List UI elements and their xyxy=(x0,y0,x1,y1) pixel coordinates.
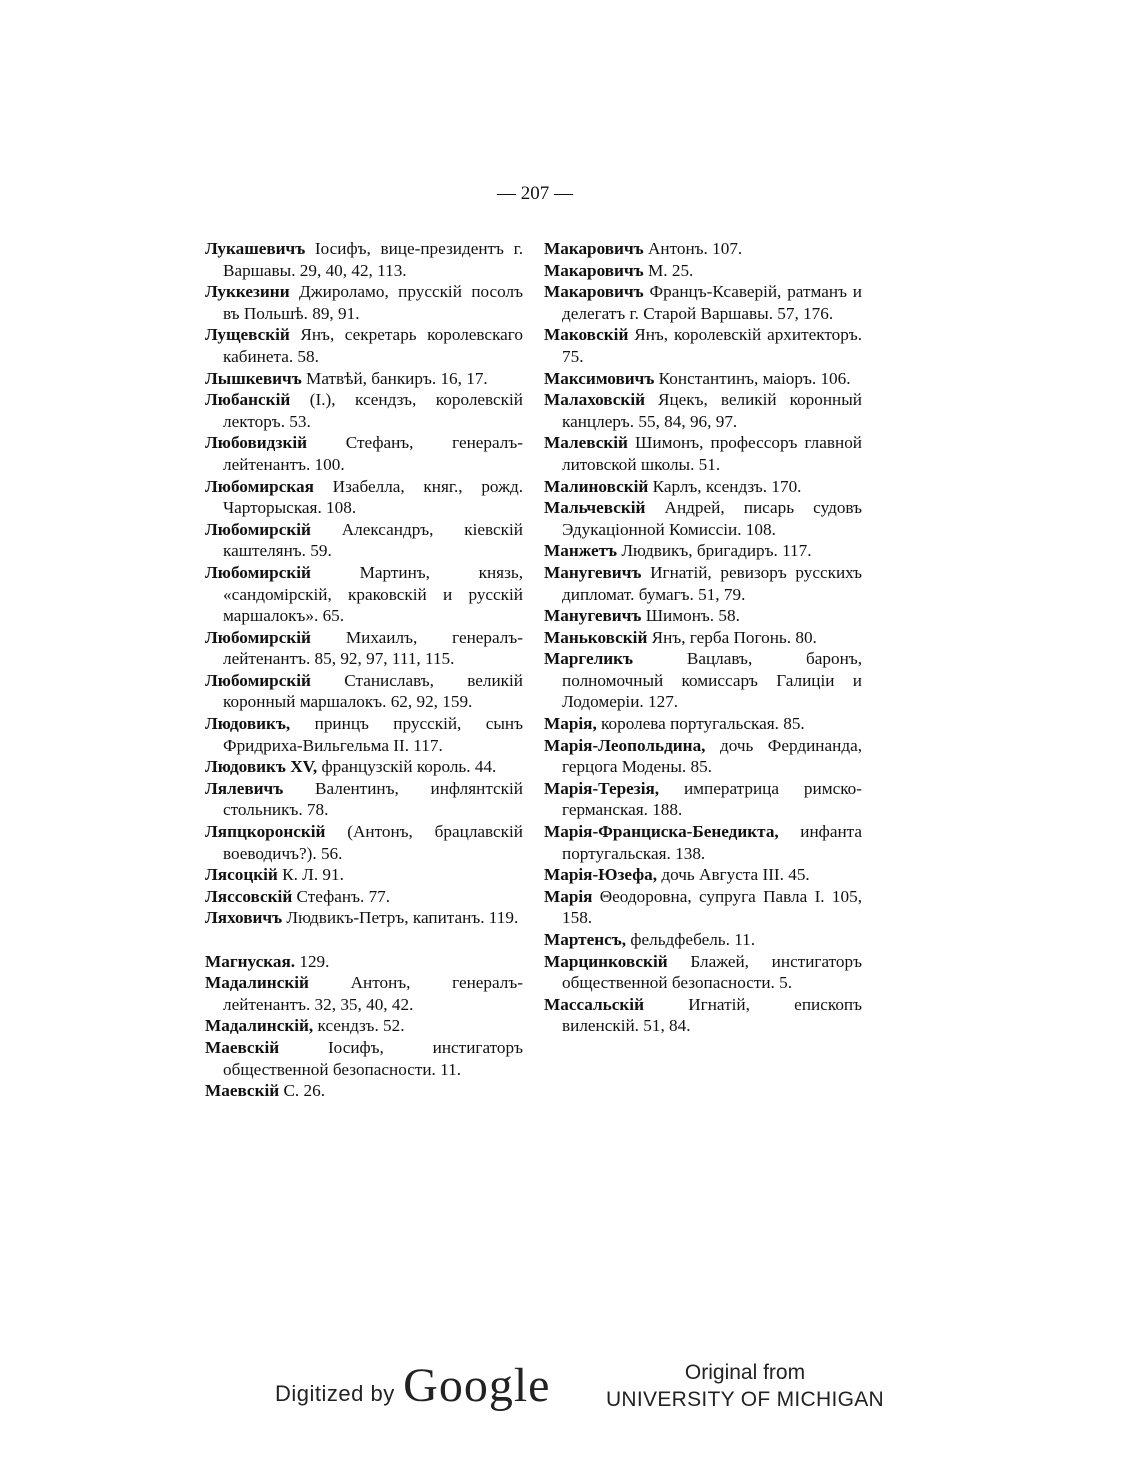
index-entry-details: Іосифъ, вице-президентъ г. Варшавы. 29, 40, 42, 113. xyxy=(223,239,523,280)
index-entry xyxy=(544,864,862,886)
index-entry-details: Θеодоровна, супруга Павла I. 105, 158. xyxy=(562,886,862,928)
index-entry-details: Стефанъ. 77. xyxy=(292,886,391,906)
index-entry xyxy=(544,929,862,951)
index-entry-name: Марія, xyxy=(544,714,597,734)
index-entry-details: фельдфебель. 11. xyxy=(626,930,756,949)
index-entry-name: Любомирскій xyxy=(205,670,311,690)
index-entry-details: Антонъ. 107. xyxy=(643,239,743,258)
index-entry-details: Людвикъ, бригадиръ. 117. xyxy=(617,541,812,561)
index-entry xyxy=(544,778,862,821)
index-entry-name: Макаровичъ xyxy=(544,260,644,280)
original-from-watermark xyxy=(600,1360,890,1414)
index-entry xyxy=(544,260,862,282)
index-entry xyxy=(205,432,523,475)
index-entry-details: Александръ, кіевскій каштелянъ. 59. xyxy=(223,519,523,561)
index-entry-name: Мадалинскій, xyxy=(205,1016,314,1036)
index-entry-details: Янъ, королевскій архитекторъ. 75. xyxy=(562,325,862,366)
index-entry-details: С. 26. xyxy=(279,1081,325,1101)
index-entry xyxy=(544,735,862,778)
index-entry-name: Людовикъ, xyxy=(205,714,291,734)
index-entry xyxy=(544,951,862,994)
index-entry-name: Максимовичъ xyxy=(544,368,655,388)
index-entry-name: Мальчевскій xyxy=(544,498,646,518)
google-logo-text: Google xyxy=(403,1359,551,1412)
index-entry xyxy=(205,951,523,973)
index-entry-name: Малаховскій xyxy=(544,390,646,410)
index-entry xyxy=(544,713,862,735)
index-entry-details: Шимонъ. 58. xyxy=(641,606,740,626)
index-entry-details: (Антонъ, брацлавскій воеводичъ?). 56. xyxy=(223,822,523,863)
index-entry-name: Малиновскій xyxy=(544,476,649,496)
index-entry xyxy=(544,324,862,367)
index-entry-details: Андрей, писарь судовъ Эдукаціонной Комиссіи. 108. xyxy=(562,498,862,539)
index-entry xyxy=(205,821,523,864)
index-entry-name: Марія-Франциска-Бенедикта, xyxy=(544,822,779,842)
original-from-text: Original from xyxy=(684,1361,806,1384)
index-entry xyxy=(544,389,862,432)
index-entry-name: Лукашевичъ xyxy=(205,239,306,258)
index-entry xyxy=(205,627,523,670)
index-entry-name: Ляссовскій xyxy=(205,886,293,906)
index-entry xyxy=(544,648,862,713)
index-entry-details: Михаилъ, генералъ-лейтенантъ. 85, 92, 97, 111, 115. xyxy=(223,627,523,669)
index-entry xyxy=(205,886,523,908)
index-entry xyxy=(544,886,862,929)
index-entry-name: Манугевичъ xyxy=(544,562,642,582)
index-entry-name: Манжетъ xyxy=(544,541,618,561)
index-entry-details: К. Л. 91. xyxy=(277,865,344,885)
university-name-text: UNIVERSITY OF MICHIGAN xyxy=(605,1388,885,1411)
index-entry-details: Францъ-Ксаверій, ратманъ и делегатъ г. Старой Варшавы. 57, 176. xyxy=(562,282,862,323)
index-column-left xyxy=(205,238,523,1102)
index-entry-name: Ляпцкоронскій xyxy=(205,822,326,842)
index-entry-details: королева португальская. 85. xyxy=(596,714,805,734)
index-entry-name: Любомирская xyxy=(205,476,314,496)
index-entry-name: Макаровичъ xyxy=(544,239,644,258)
index-entry xyxy=(205,389,523,432)
index-entry xyxy=(544,368,862,390)
index-entry-details: Карлъ, ксендзъ. 170. xyxy=(648,476,802,496)
index-entry xyxy=(205,368,523,390)
index-entry-name: Мадалинскій xyxy=(205,973,309,993)
index-entry-name: Магнуская. xyxy=(205,951,296,971)
index-entry-name: Любомирскій xyxy=(205,627,311,647)
index-entry-name: Маргеликъ xyxy=(544,649,634,669)
index-entry-details: Янъ, герба Погонь. 80. xyxy=(647,627,817,647)
index-entry-name: Лясоцкій xyxy=(205,865,278,885)
index-entry-details: Антонъ, генералъ-лейтенантъ. 32, 35, 40, 42. xyxy=(223,973,523,1014)
index-entry-name: Макаровичъ xyxy=(544,282,644,302)
index-entry xyxy=(205,562,523,627)
index-entry xyxy=(205,476,523,519)
index-entry xyxy=(205,281,523,324)
index-entry-details: французскій король. 44. xyxy=(317,757,497,777)
index-entry-details: Мартинъ, князь, «сандомірскій, краковскій и русскій маршалокъ». 65. xyxy=(223,562,523,626)
digitized-by-text: Digitized by xyxy=(275,1381,395,1406)
index-entry-name: Марія xyxy=(544,886,593,906)
index-entry xyxy=(544,497,862,540)
index-entry xyxy=(544,476,862,498)
index-entry xyxy=(205,713,523,756)
index-entry xyxy=(544,627,862,649)
digitized-by-google-watermark xyxy=(275,1358,550,1413)
index-entry-details: Стефанъ, генералъ-лейтенантъ. 100. xyxy=(223,433,523,474)
index-entry xyxy=(205,864,523,886)
index-entry xyxy=(205,324,523,367)
index-entry-details: Янъ, секретарь королевскаго кабинета. 58. xyxy=(223,325,523,366)
index-entry-name: Марія-Терезія, xyxy=(544,778,660,798)
index-entry-details: 129. xyxy=(295,951,330,971)
index-entry-name: Любовидзкій xyxy=(205,433,308,453)
index-entry xyxy=(544,562,862,605)
index-entry-details: Яцекъ, великій коронный канцлеръ. 55, 84, 96, 97. xyxy=(562,390,862,431)
index-entry-name: Марія-Юзефа, xyxy=(544,865,658,885)
index-entry-name: Любомирскій xyxy=(205,562,311,582)
index-entry-name: Маньковскій xyxy=(544,627,648,647)
index-entry-details: Станиславъ, великій коронный маршалокъ. 62, 92, 159. xyxy=(223,670,523,712)
index-entry-details: Игнатій, ревизоръ русскихъ дипломат. бумагъ. 51, 79. xyxy=(562,562,862,604)
index-entry-name: Малевскій xyxy=(544,433,628,453)
index-entry-details: Константинъ, маіоръ. 106. xyxy=(654,368,851,388)
index-entry xyxy=(544,281,862,324)
index-entry-name: Маевскій xyxy=(205,1037,280,1057)
index-entry-name: Луккезини xyxy=(205,282,290,302)
index-entry xyxy=(205,778,523,821)
index-entry-details: (I.), ксендзъ, королевскій лекторъ. 53. xyxy=(223,390,523,431)
page-number: — 207 — xyxy=(497,183,573,204)
index-entry xyxy=(205,756,523,778)
index-entry-details: ксендзъ. 52. xyxy=(313,1016,405,1036)
index-entry-name: Людовикъ XV, xyxy=(205,757,318,777)
index-entry-name: Маевскій xyxy=(205,1081,280,1101)
index-entry xyxy=(544,432,862,475)
index-entry-details: Вацлавъ, баронъ, полномочный комиссаръ Галиціи и Лодомеріи. 127. xyxy=(562,649,862,712)
index-entry xyxy=(544,994,862,1037)
index-entry xyxy=(544,540,862,562)
index-entry-details: дочь Фердинанда, герцога Модены. 85. xyxy=(562,735,862,777)
index-entry-details: Шимонъ, профессоръ главной литовской школы. 51. xyxy=(562,433,862,474)
index-entry xyxy=(205,1015,523,1037)
index-entry-name: Марія-Леопольдина, xyxy=(544,735,706,755)
index-entry-name: Маковскій xyxy=(544,325,629,345)
index-entry xyxy=(205,907,523,929)
index-entry xyxy=(205,1080,523,1102)
index-entry-name: Лялевичъ xyxy=(205,778,284,798)
index-entry-details: императрица римско-германская. 188. xyxy=(562,778,862,820)
index-entry xyxy=(544,821,862,864)
index-entry-details: Джироламо, прусскій посолъ въ Польшѣ. 89, 91. xyxy=(223,282,523,323)
index-entry-name: Манугевичъ xyxy=(544,606,642,626)
index-column-right xyxy=(544,238,862,1037)
index-entry xyxy=(544,605,862,627)
index-entry-details: Матвѣй, банкиръ. 16, 17. xyxy=(301,368,488,388)
index-entry-name: Любанскій xyxy=(205,390,291,410)
index-entry xyxy=(205,1037,523,1080)
index-entry-details: Блажей, инстигаторъ общественной безопасности. 5. xyxy=(562,951,862,993)
index-entry-details: принцъ прусскій, сынъ Фридриха-Вильгельма II. 117. xyxy=(223,714,523,755)
index-entry-name: Массальскій xyxy=(544,994,644,1014)
index-entry-details: дочь Августа III. 45. xyxy=(657,865,810,885)
index-entry-details: Валентинъ, инфлянтскій стольникъ. 78. xyxy=(223,778,523,820)
index-entry-name: Ляховичъ xyxy=(205,908,283,928)
index-entry xyxy=(205,670,523,713)
index-entry xyxy=(205,238,523,281)
index-entry-details: Людвикъ-Петръ, капитанъ. 119. xyxy=(282,908,519,928)
index-entry xyxy=(205,519,523,562)
index-entry-details: М. 25. xyxy=(643,260,694,280)
index-entry-name: Лышкевичъ xyxy=(205,368,302,388)
index-entry-name: Марцинковскій xyxy=(544,951,668,971)
index-entry-name: Мартенсъ, xyxy=(544,930,627,949)
index-entry-details: Изабелла, княг., рожд. Чарторыская. 108. xyxy=(223,476,523,518)
index-entry-details: Игнатій, епископъ виленскій. 51, 84. xyxy=(562,994,862,1036)
index-entry-details: Іосифъ, инстигаторъ общественной безопасности. 11. xyxy=(223,1037,523,1079)
index-entry-details: инфанта португальская. 138. xyxy=(562,822,862,863)
index-entry-name: Лущевскій xyxy=(205,325,290,345)
index-entry xyxy=(544,238,862,260)
index-entry-name: Любомирскій xyxy=(205,519,311,539)
index-entry xyxy=(205,972,523,1015)
